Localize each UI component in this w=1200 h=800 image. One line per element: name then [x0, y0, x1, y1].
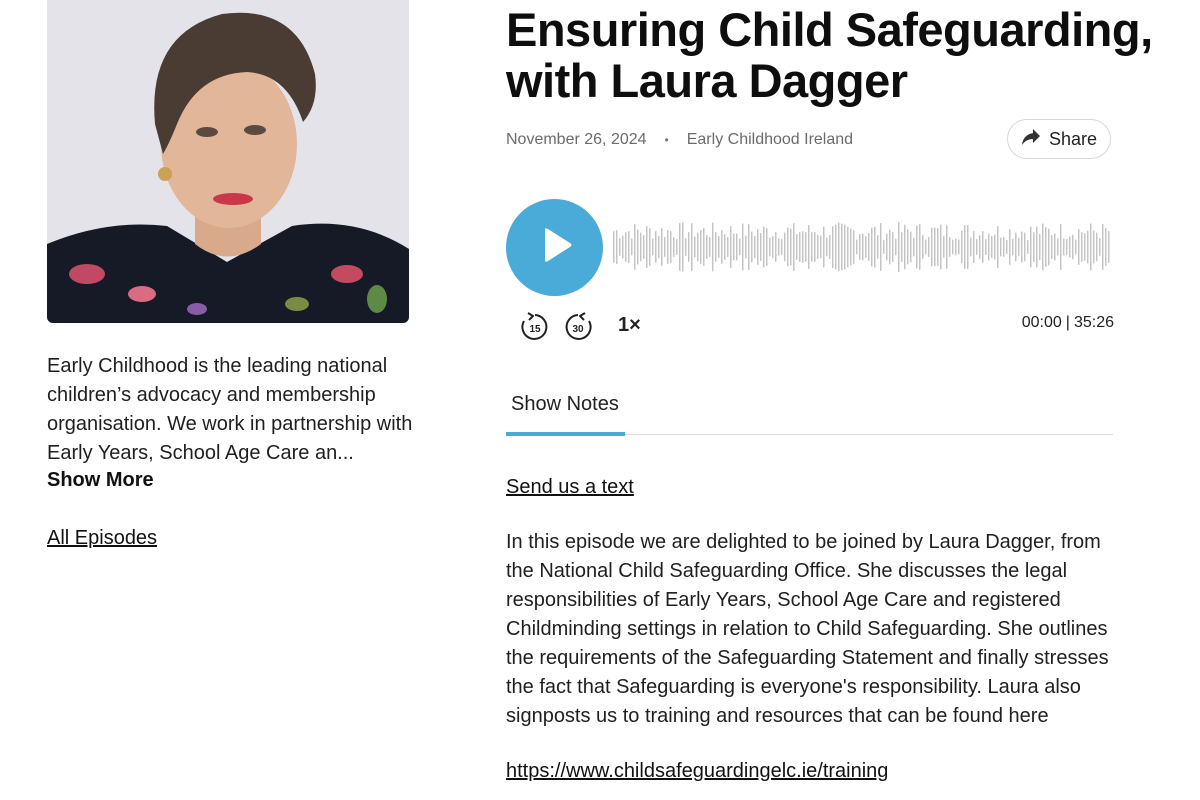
waveform-bar: [622, 236, 624, 259]
waveform-bar: [979, 235, 981, 259]
waveform-bar: [1045, 227, 1047, 267]
waveform-bar: [940, 225, 942, 270]
play-button[interactable]: [506, 199, 603, 296]
waveform-bar: [679, 223, 681, 271]
waveform-bar: [802, 231, 804, 263]
waveform-bar: [1030, 227, 1032, 268]
waveform-bar: [1051, 235, 1053, 259]
waveform-bar: [976, 239, 978, 255]
waveform-bar: [844, 225, 846, 270]
show-notes-body: In this episode we are delighted to be joined by Laura Dagger, from the National Child Safeguarding Office. She discusses the legal responsibilities of Early Years, School Age Care and registered Childminding settings in relation to Child Safeguarding. She outlines the requirements of the Safeguarding Statement and finally stresses the fact that Safeguarding is everyone's responsibility. Laura also signposts us to training and resources that can be found here: [506, 531, 1109, 727]
waveform-bar: [760, 233, 762, 261]
waveform-bar: [730, 226, 732, 268]
waveform-bar: [628, 231, 630, 263]
skip-back-seconds: 15: [529, 324, 541, 335]
waveform-bar: [718, 236, 720, 258]
waveform-bar: [886, 234, 888, 261]
waveform-bar: [661, 228, 663, 266]
waveform-bar: [1081, 232, 1083, 262]
waveform-bar: [865, 236, 867, 258]
guest-portrait: [47, 0, 409, 323]
waveform-bar: [613, 231, 615, 263]
podcast-cover-image: [47, 0, 409, 323]
waveform-bar: [997, 226, 999, 268]
waveform-bar: [1063, 239, 1065, 256]
waveform-bar: [958, 240, 960, 255]
waveform-bar: [949, 237, 951, 257]
waveform-bar: [889, 230, 891, 265]
waveform-bar: [745, 236, 747, 259]
rewind-15-icon: [519, 311, 551, 343]
waveform-bar: [961, 231, 963, 264]
send-us-a-text-link[interactable]: Send us a text: [506, 476, 634, 498]
waveform-bar: [850, 229, 852, 266]
waveform-bar: [1057, 239, 1059, 256]
podcast-description: Early Childhood is the leading national children’s advocacy and membership organisation. We work in partnership with Early Years, School Age Care an...: [47, 355, 413, 464]
waveform-bar: [769, 238, 771, 257]
waveform-bar: [1075, 240, 1077, 255]
waveform-bar: [838, 223, 840, 272]
waveform-bar: [964, 225, 966, 269]
waveform-bar: [1039, 234, 1041, 260]
waveform-bar: [634, 224, 636, 270]
waveform-bar: [1033, 232, 1035, 262]
waveform-bar: [721, 230, 723, 264]
waveform-bar: [874, 227, 876, 268]
waveform-bar: [643, 235, 645, 259]
waveform-bar: [973, 231, 975, 263]
waveform-bar: [943, 236, 945, 258]
episode-author: Early Childhood Ireland: [686, 131, 854, 148]
waveform-bar: [1009, 229, 1011, 265]
show-more-button[interactable]: Show More: [47, 469, 154, 491]
waveform-bar: [1090, 224, 1092, 271]
waveform-bar: [799, 232, 801, 262]
share-arrow-icon: [1021, 128, 1041, 151]
waveform-bar: [841, 224, 843, 271]
skip-back-button[interactable]: [519, 311, 551, 343]
playback-speed-button[interactable]: 1×: [618, 314, 641, 336]
waveform-bar: [652, 239, 654, 256]
waveform-bar: [766, 228, 768, 266]
waveform-bar: [658, 236, 660, 258]
waveform-bar: [1021, 232, 1023, 263]
waveform-bar: [811, 232, 813, 262]
waveform-bar: [934, 228, 936, 267]
waveform-bar: [970, 238, 972, 257]
forward-30-icon: [562, 311, 594, 343]
waveform-bar: [883, 240, 885, 254]
waveform-bar: [1048, 229, 1050, 266]
waveform-bar: [772, 236, 774, 258]
waveform-bar: [733, 234, 735, 261]
waveform-bar: [787, 228, 789, 267]
waveform-bar: [829, 235, 831, 259]
share-button[interactable]: [1007, 119, 1111, 159]
waveform-bar: [826, 238, 828, 257]
waveform-bar: [715, 232, 717, 262]
waveform-bar: [868, 233, 870, 261]
waveform-bar: [922, 235, 924, 259]
waveform-bar: [781, 239, 783, 255]
waveform-bar: [988, 234, 990, 261]
waveform-bar: [853, 230, 855, 264]
skip-forward-seconds: 30: [572, 324, 584, 335]
waveform-bar: [700, 230, 702, 264]
waveform-bar: [1066, 239, 1068, 255]
waveform-bar: [751, 232, 753, 263]
waveform-bar: [895, 239, 897, 256]
waveform-bar: [1018, 238, 1020, 256]
waveform-bar: [1012, 239, 1014, 256]
waveform-bar: [913, 238, 915, 257]
waveform-bar: [739, 239, 741, 256]
meta-separator: •: [664, 133, 669, 147]
waveform-bar: [736, 234, 738, 261]
waveform-bar: [991, 236, 993, 258]
waveform-bar: [646, 226, 648, 268]
waveform-bar: [823, 227, 825, 268]
waveform-bar: [931, 228, 933, 267]
audio-waveform-scrubber[interactable]: [613, 221, 1113, 273]
waveform-bar: [664, 237, 666, 257]
waveform-bar: [631, 239, 633, 256]
waveform-bar: [1015, 233, 1017, 262]
waveform-bar: [1096, 233, 1098, 262]
waveform-bar: [1108, 231, 1110, 263]
waveform-bar: [1042, 224, 1044, 271]
waveform-bar: [1102, 224, 1104, 270]
waveform-bar: [877, 235, 879, 259]
waveform-bar: [754, 236, 756, 258]
waveform-bar: [805, 232, 807, 262]
waveform-bar: [967, 225, 969, 269]
waveform-bar: [1027, 240, 1029, 254]
waveform-bar: [946, 225, 948, 269]
waveform-bar: [859, 234, 861, 260]
waveform-bar: [796, 234, 798, 260]
waveform-bar: [625, 232, 627, 262]
time-display: [1014, 314, 1114, 332]
waveform-bar: [697, 233, 699, 262]
waveform-bar: [898, 222, 900, 272]
waveform-bar: [862, 234, 864, 261]
waveform-bar: [817, 235, 819, 259]
waveform-bar: [649, 228, 651, 266]
waveform-bar: [1078, 229, 1080, 265]
waveform-bar: [667, 230, 669, 264]
skip-forward-button[interactable]: [562, 311, 594, 343]
waveform-bar: [685, 238, 687, 256]
waveform-bar: [1069, 237, 1071, 258]
waveform-bar: [748, 224, 750, 270]
waveform-bar: [778, 239, 780, 256]
waveform-bar: [907, 230, 909, 265]
episode-date: November 26, 2024: [506, 131, 647, 148]
waveform-bar: [1036, 227, 1038, 268]
waveform-bar: [919, 224, 921, 270]
waveform-bar: [757, 229, 759, 265]
waveform-bar: [880, 223, 882, 271]
waveform-bar: [709, 237, 711, 257]
duration: 35:26: [1073, 314, 1114, 331]
waveform-bar: [856, 240, 858, 255]
waveform-bar: [763, 227, 765, 268]
waveform-bar: [892, 232, 894, 262]
waveform-bar: [901, 232, 903, 262]
waveform-bar: [928, 237, 930, 257]
episode-title: Ensuring Child Safeguarding, with Laura Dagger: [506, 3, 1153, 107]
tab-show-notes[interactable]: Show Notes: [506, 393, 625, 436]
waveform-bar: [694, 237, 696, 258]
waveform-bar: [655, 231, 657, 263]
waveform-bar: [985, 239, 987, 255]
waveform-bar: [1084, 233, 1086, 261]
waveform-bar: [832, 226, 834, 268]
waveform-bar: [910, 232, 912, 263]
waveform-bar: [871, 228, 873, 267]
waveform-bar: [691, 223, 693, 271]
waveform-bar: [916, 226, 918, 269]
waveform-bar: [742, 224, 744, 271]
waveform-bar: [775, 232, 777, 262]
waveform-bar: [814, 232, 816, 262]
waveform-bar: [1087, 231, 1089, 264]
waveform-bar: [952, 240, 954, 255]
waveform-bar: [1099, 238, 1101, 256]
waveform-bar: [682, 223, 684, 272]
waveform-bar: [808, 225, 810, 269]
waveform-bar: [619, 238, 621, 256]
waveform-bar: [784, 233, 786, 262]
waveform-bar: [688, 232, 690, 262]
current-time: 00:00: [1021, 314, 1062, 331]
waveform-bar: [790, 229, 792, 266]
waveform-bar: [1003, 237, 1005, 257]
training-link[interactable]: https://www.childsafeguardingelc.ie/training: [506, 760, 889, 782]
waveform-bar: [925, 240, 927, 255]
waveform-bar: [982, 231, 984, 263]
waveform-bar: [835, 225, 837, 270]
waveform-bar: [640, 233, 642, 262]
time-separator: |: [1065, 314, 1070, 331]
waveform-bar: [673, 237, 675, 257]
waveform-bar: [703, 228, 705, 266]
waveform-bar: [712, 223, 714, 272]
waveform-bar: [1060, 224, 1062, 270]
waveform-bar: [1006, 240, 1008, 254]
waveform-bar: [724, 234, 726, 260]
waveform-bar: [937, 228, 939, 266]
waveform-bar: [847, 227, 849, 268]
waveform-bar: [670, 231, 672, 263]
waveform-bar: [904, 225, 906, 270]
episode-meta: [506, 129, 853, 151]
waveform-bar: [637, 230, 639, 265]
waveform-bar: [1054, 234, 1056, 261]
waveform-bar: [706, 235, 708, 259]
waveform-bar: [1072, 235, 1074, 260]
waveform-bar: [676, 239, 678, 255]
waveform-bar: [994, 235, 996, 260]
waveform-bar: [955, 239, 957, 256]
waveform-bar: [793, 223, 795, 271]
waveform-bar: [1093, 231, 1095, 264]
waveform-bar: [820, 236, 822, 259]
share-label: Share: [1048, 128, 1098, 149]
waveform-bar: [1000, 238, 1002, 257]
waveform-bar: [1105, 228, 1107, 266]
waveform-bar: [616, 230, 618, 264]
all-episodes-link[interactable]: All Episodes: [47, 527, 158, 549]
play-icon: [537, 227, 573, 268]
waveform-bar: [727, 237, 729, 257]
waveform-bar: [1024, 233, 1026, 262]
